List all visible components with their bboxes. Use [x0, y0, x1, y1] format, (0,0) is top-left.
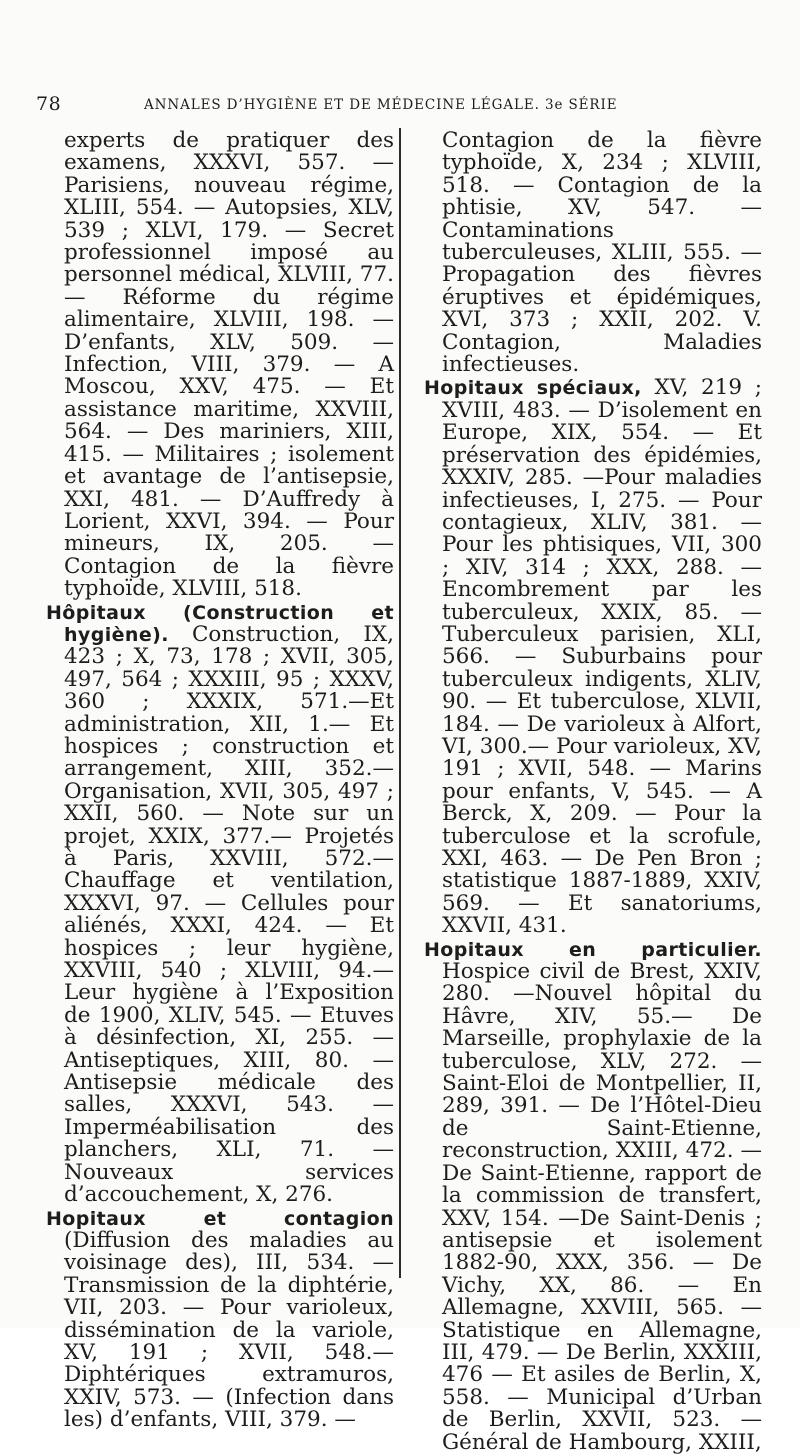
left-column	[46, 130, 394, 1433]
entry-text: Hospice civil de Brest, XXIV, 280. —Nouvel hôpital du Hâvre, XIV, 55.— De Marseille, prophylaxie de la tuberculose, XLV, 272. — Saint-Eloi de Montpellier, II, 289, 391. — De l’Hôtel-Dieu de Saint-Etienne, reconstruction, XXIII, 472. — De Saint-Etienne, rapport de la commission de transfert, XXV, 154. —De Saint-Denis ; antisepsie et isolement 1882-90, XXX, 356. — De Vichy, XX, 86. — En Allemagne, XXVIII, 565. — Statistique en Allemagne, III, 479. — De Berlin, XXXIII, 476 — Et asiles de Berlin, X, 558. — Municipal d’Urban de Berlin, XXVII, 523. — Général de Hambourg, XXIII,	[442, 959, 762, 1455]
entry-text: XV, 219 ; XVIII, 483. — D’isolement en Europe, XIX, 554. — Et préservation des épidémies, XXXIV, 285. —Pour maladies infectieuses, I, 275. — Pour contagieux, XLIV, 381. — Pour les phtisiques, VII, 300 ; XIV, 314 ; XXX, 288. — Encombrement par les tuberculeux, XXIX, 85. — Tuberculeux parisien, XLI, 566. — Suburbains pour tuberculeux indigents, XLIV, 90. — Et tuberculose, XLVII, 184. — De varioleux à Alfort, VI, 300.— Pour varioleux, XV, 191 ; XVII, 548. — Marins pour enfants, V, 545. — A Berck, X, 209. — Pour la tuberculose et la scrofule, XXI, 463. — De Pen Bron ; statistique 1887-1889, XXIV, 569. — Et sanatoriums, XXVII, 431.	[442, 375, 762, 939]
right-column	[424, 130, 762, 1455]
entry-heading: Hôpitaux (Construction et hygiène).	[46, 601, 394, 646]
entry-heading: Hopitaux en particulier.	[424, 938, 762, 961]
entry-text: (Diffusion des maladies au voisinage des), III, 534. — Transmission de la diphtérie, VII, 203. — Pour varioleux, dissémination de la variole, XV, 191 ; XVII, 548.— Diphtériques extramuros, XXIV, 573. — (Infection dans les) d’enfants, VIII, 379. —	[64, 1227, 394, 1433]
entry-text: Contagion de la fièvre typhoïde, X, 234 ; XLVIII, 518. — Contagion de la phtisie, XV, 547. — Contaminations tuberculeuses, XLIII, 555. — Propagation des fièvres éruptives et épidémiques, XVI, 373 ; XXII, 202. V. Contagion, Maladies infectieuses.	[442, 128, 762, 378]
entry-heading: Hopitaux spéciaux,	[424, 377, 642, 400]
index-entry-hopitaux-particulier	[424, 939, 762, 1454]
index-entry-hopitaux-contagion	[46, 1208, 394, 1432]
page-number: 78	[36, 93, 62, 115]
column-divider	[399, 128, 401, 1278]
index-entry-continuation	[424, 130, 762, 376]
entry-heading: Hopitaux et contagion	[46, 1207, 394, 1230]
index-entry-hopitaux-speciaux	[424, 377, 762, 937]
entry-text: experts de pratiquer des examens, XXXVI, 557. — Parisiens, nouveau régime, XLIII, 554. — Autopsies, XLV, 539 ; XLVI, 179. — Secret professionnel imposé au personnel médical, XLVIII, 77. — Réforme du régime alimentaire, XLVIII, 198. — D’enfants, XLV, 509. — Infection, VIII, 379. — A Moscou, XXV, 475. — Et assistance maritime, XXVIII, 564. — Des mariniers, XIII, 415. — Militaires ; isolement et avantage de l’antisepsie, XXI, 481. — D’Auffredy à Lorient, XXVI, 394. — Pour mineurs, IX, 205. — Contagion de la fièvre typhoïde, XLVIII, 518.	[64, 128, 394, 602]
page-header	[36, 93, 776, 119]
index-entry-hopitaux-construction	[46, 602, 394, 1207]
entry-text: Construction, IX, 423 ; X, 73, 178 ; XVII, 305, 497, 564 ; XXXIII, 95 ; XXXV, 360 ; XXXIX, 571.—Et administration, XII, 1.— Et hospices ; construction et arrangement, XIII, 352.— Organisation, XVII, 305, 497 ; XXII, 560. — Note sur un projet, XXIX, 377.— Projetés à Paris, XXVIII, 572.— Chauffage et ventilation, XXXVI, 97. — Cellules pour aliénés, XXXI, 424. — Et hospices ; leur hygiène, XXVIII, 540 ; XLVIII, 94.— Leur hygiène à l’Exposition de 1900, XLIV, 545. — Etuves à désinfection, XI, 255. — Antiseptiques, XIII, 80. — Antisepsie médicale des salles, XXXVI, 543. — Imperméabilisation des planchers, XLI, 71. — Nouveaux services d’accouchement, X, 276.	[64, 621, 394, 1208]
running-head: ANNALES D’HYGIÈNE ET DE MÉDECINE LÉGALE. 3e SÉRIE	[144, 97, 618, 113]
index-entry-continuation	[46, 130, 394, 601]
